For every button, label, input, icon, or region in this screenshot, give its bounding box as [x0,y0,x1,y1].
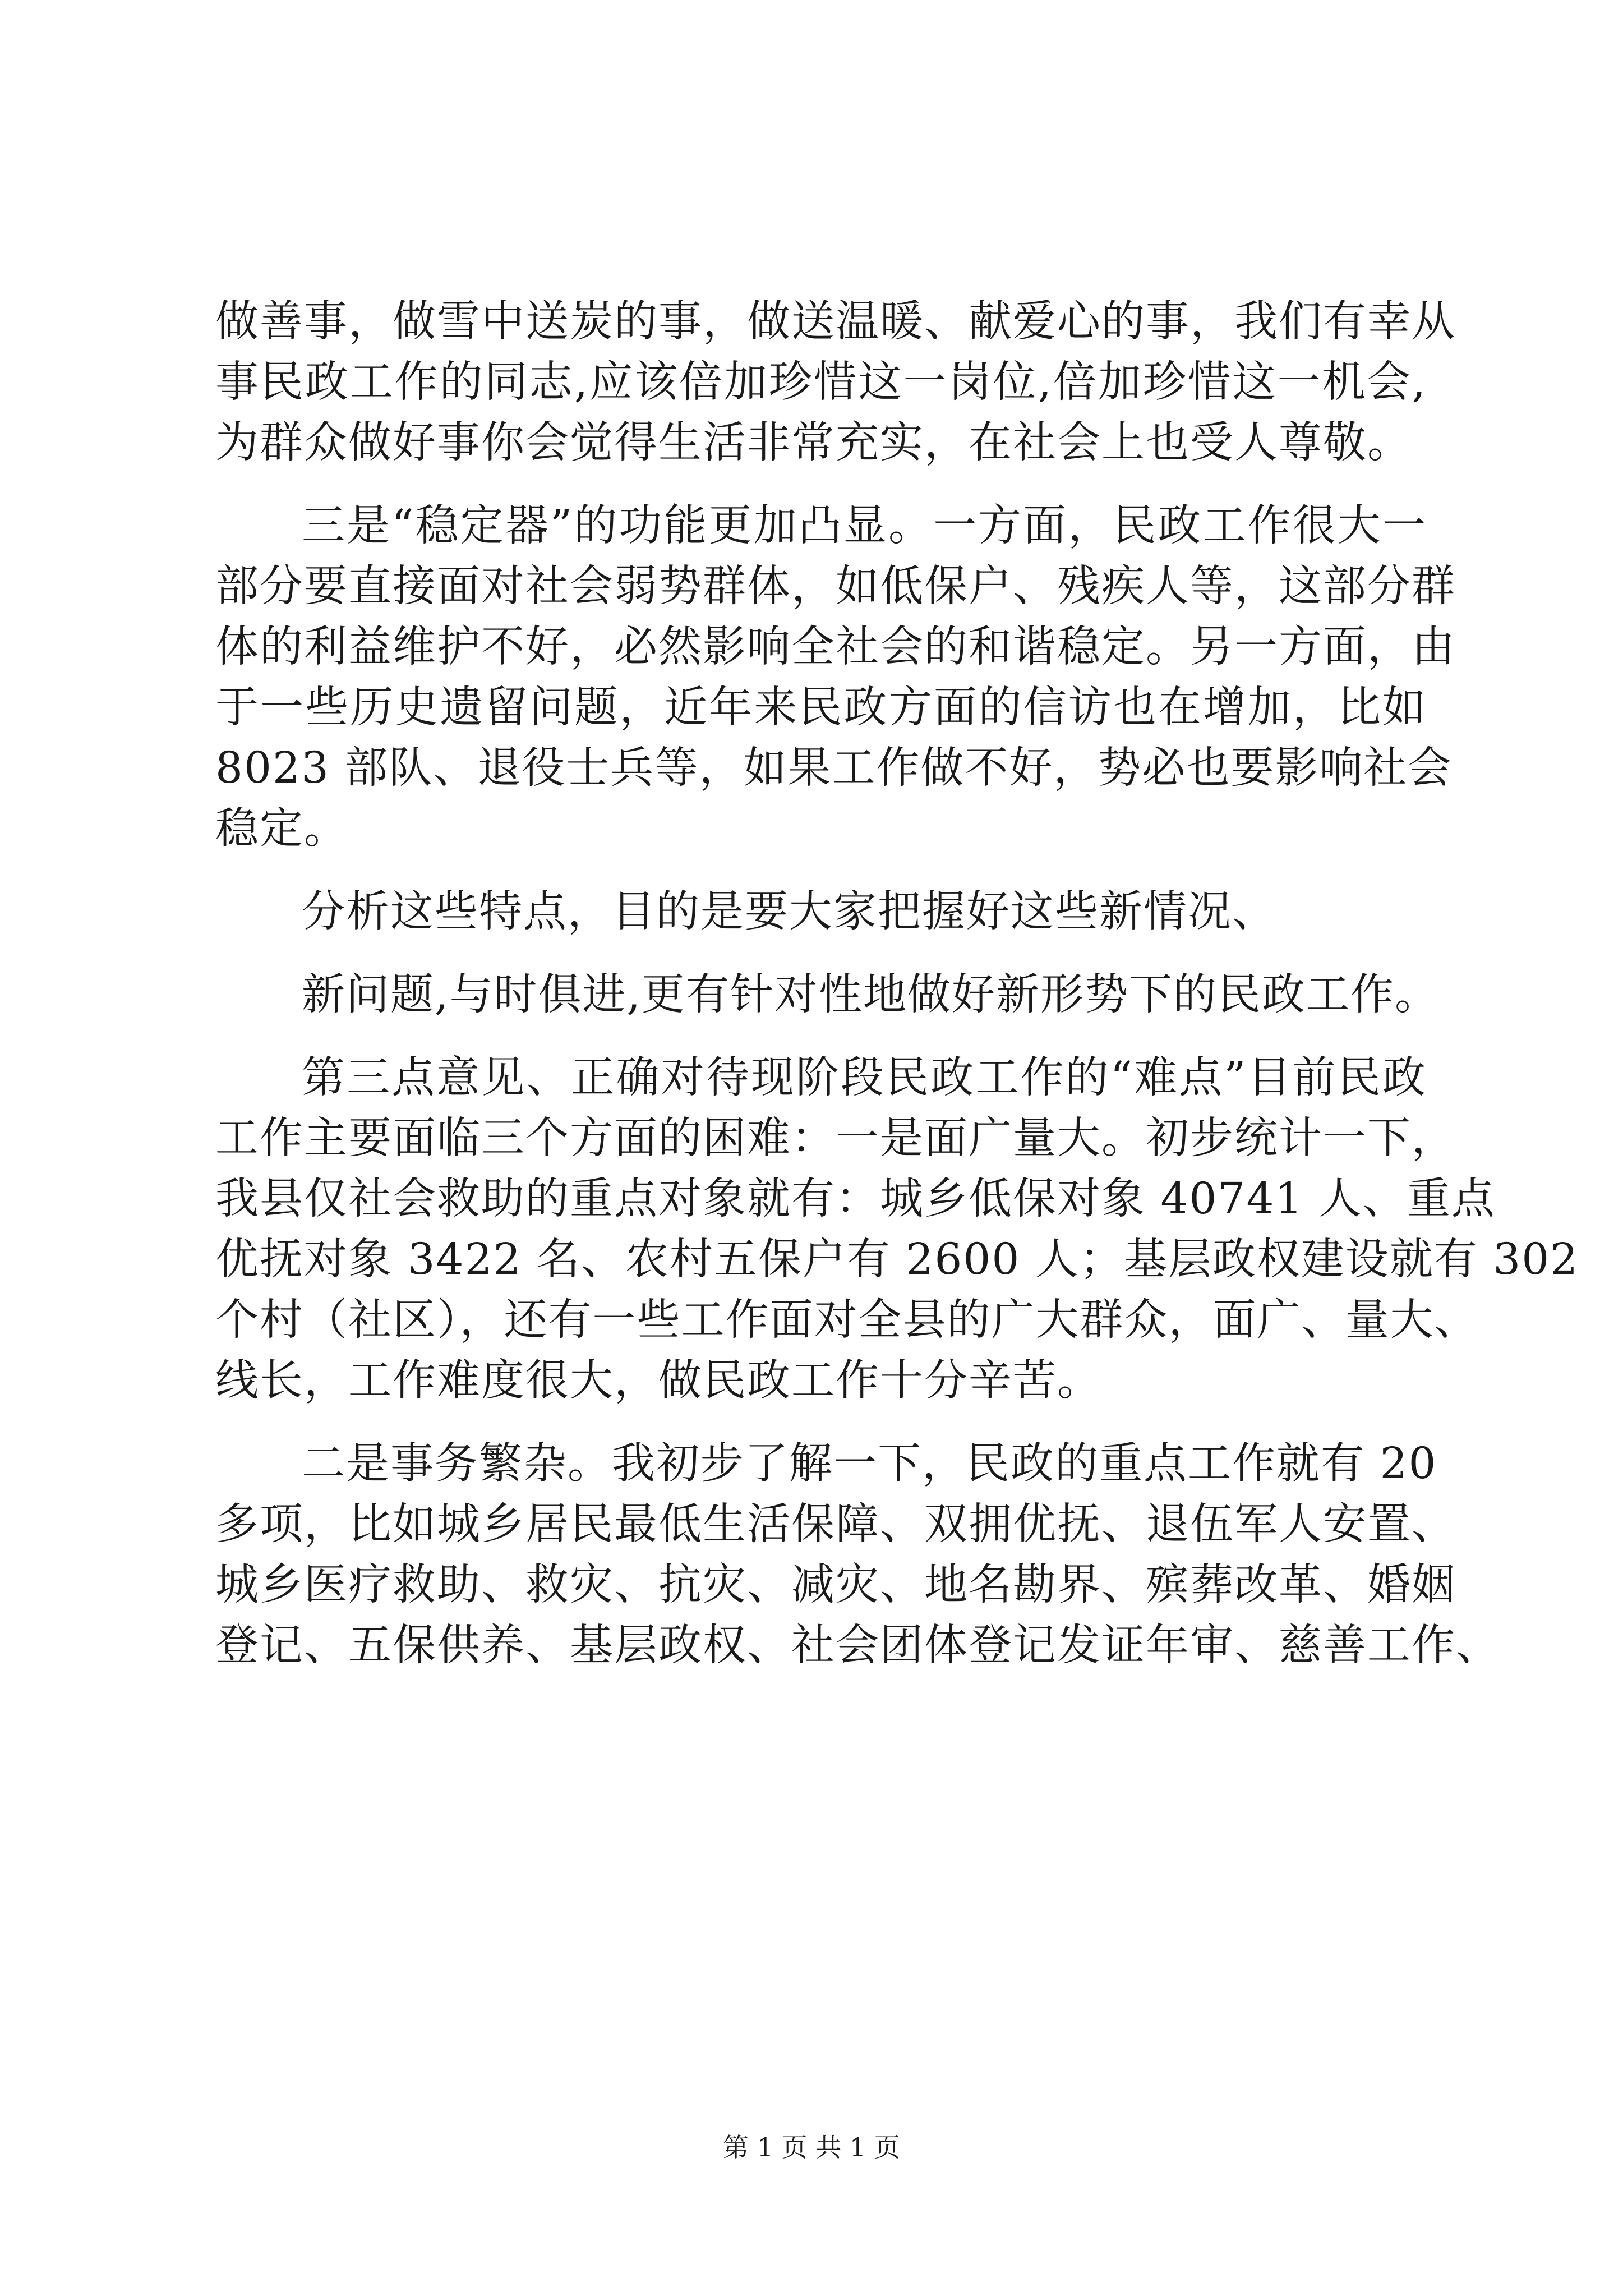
text-line: 做善事，做雪中送炭的事，做送温暖、献爱心的事，我们有幸从 [215,297,1456,347]
page-number: 第 1 页 共 1 页 [723,2132,900,2162]
text-line: 工作主要面临三个方面的困难：一是面广量大。初步统计一下， [215,1114,1456,1163]
paragraph [215,496,1456,859]
text-line: 登记、五保供养、基层政权、社会团体登记发证年审、慈善工作、 [215,1621,1500,1671]
paragraph [215,965,1439,1025]
document-body [215,292,1579,1676]
text-line: 新问题,与时俱进,更有针对性地做好新形势下的民政工作。 [302,970,1439,1020]
text-line: 城乡医疗救助、救灾、抗灾、减灾、地名勘界、殡葬改革、婚姻 [215,1560,1456,1610]
text-line: 部分要直接面对社会弱势群体，如低保户、残疾人等，这部分群 [215,562,1456,611]
page-footer [0,2127,1623,2164]
text-line: 优抚对象 3422 名、农村五保户有 2600 人；基层政权建设就有 302 [215,1235,1579,1285]
text-line: 8023 部队、退役士兵等，如果工作做不好，势必也要影响社会 [215,743,1453,793]
text-line: 体的利益维护不好，必然影响全社会的和谐稳定。另一方面，由 [215,622,1456,672]
text-line: 个村（社区），还有一些工作面对全县的广大群众，面广、量大、 [215,1295,1479,1345]
paragraph [215,292,1456,473]
text-line: 于一些历史遗留问题，近年来民政方面的信访也在增加，比如 [215,683,1427,733]
text-line: 为群众做好事你会觉得生活非常充实，在社会上也受人尊敬。 [215,418,1412,468]
text-line: 二是事务繁杂。我初步了解一下，民政的重点工作就有 20 [302,1439,1437,1489]
paragraph [215,882,1427,942]
text-line: 线长，工作难度很大，做民政工作十分辛苦。 [215,1356,1101,1406]
text-line: 我县仅社会救助的重点对象就有：城乡低保对象 40741 人、重点 [215,1174,1496,1224]
text-line: 稳定。 [215,804,348,854]
text-line: 多项，比如城乡居民最低生活保障、双拥优抚、退伍军人安置、 [215,1499,1456,1549]
text-line: 第三点意见、正确对待现阶段民政工作的“难点”目前民政 [302,1053,1427,1103]
paragraph [215,1048,1579,1411]
text-line: 事民政工作的同志,应该倍加珍惜这一岗位,倍加珍惜这一机会, [215,357,1427,407]
text-line: 分析这些特点，目的是要大家把握好这些新情况、 [302,887,1276,937]
text-line: 三是“稳定器”的功能更加凸显。一方面，民政工作很大一 [302,501,1427,551]
paragraph [215,1434,1500,1676]
